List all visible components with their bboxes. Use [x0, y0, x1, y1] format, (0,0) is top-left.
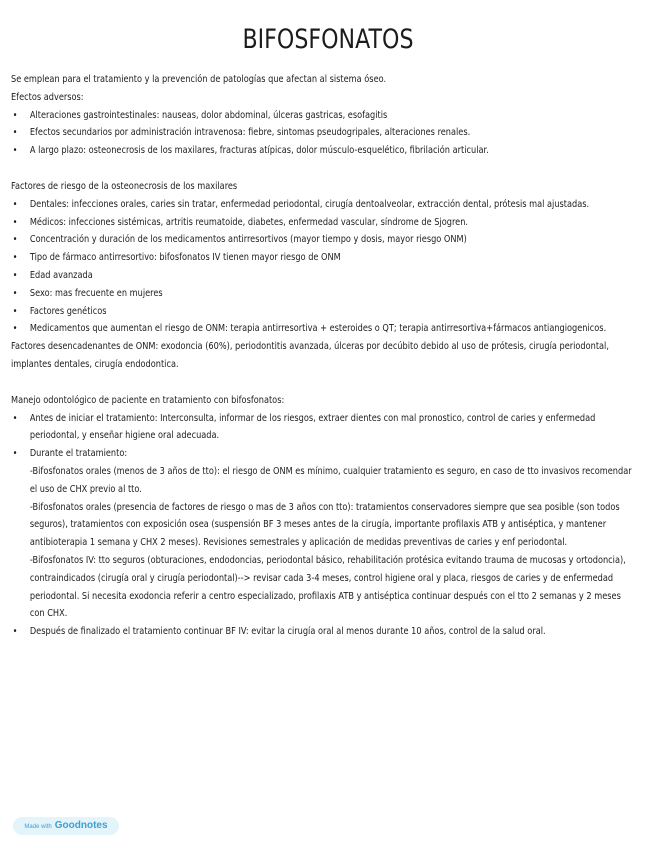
risk-heading: Factores de riesgo de la osteonecrosis de los maxilares — [11, 180, 238, 192]
list-item: • Tipo de fármaco antirresortivo: bifosfonatos IV tienen mayor riesgo de ONM — [11, 249, 634, 267]
bullet-icon: • — [12, 323, 18, 335]
oral-short-paragraph: -Bifosfonatos orales (menos de 3 años de tto): el riesgo de ONM es mínimo, cualquier tratamiento es seguro, en caso de tto invasivos recomendar el uso de CHX previo al tto. — [29, 465, 632, 495]
list-item: • Factores genéticos — [11, 303, 634, 321]
adverse-heading: Efectos adversos: — [11, 91, 84, 103]
list-item: • Medicamentos que aumentan el riesgo de ONM: terapia antirresortiva + esteroides o QT; terapia antirresortiva+fármacos antiangiogenicos. — [11, 320, 634, 338]
list-item: • Efectos secundarios por administración intravenosa: fiebre, sintomas pseudogripales, alteraciones renales. — [11, 124, 634, 142]
iv-paragraph: -Bifosfonatos IV: tto seguros (obturaciones, endodoncias, periodontal básico, rehabilitación protésica evitando trauma de mucosas y ortodoncia), contraindicados (cirugía oral y cirugía periodontal)--> revisar cada 3-4 meses, control higiene oral y placa, riesgos de caries y de enfermedad periodontal. Si necesita exodoncia referir a centro especializado, profilaxis ATB y antiséptica continuar después con el tto 2 semanas y 2 meses con CHX. — [29, 554, 626, 620]
note-body — [11, 71, 634, 641]
oral-risk-paragraph: -Bifosfonatos orales (presencia de factores de riesgo o mas de 3 años con tto): tratamientos conservadores siempre que sea posible (son todos seguros), tratamientos con exposición osea (suspensión BF 3 meses antes de la cirugía, importante profilaxis ATB y antiséptica, y mantener antibioterapia 1 semana y CHX 2 meses). Revisiones semestrales y aplicación de medidas preventivas de caries y enf periodontal. — [29, 501, 620, 549]
badge-prefix: Made with — [24, 824, 52, 830]
management-list — [11, 410, 634, 641]
intro-text: Se emplean para el tratamiento y la prevención de patologías que afectan al sistema óseo. — [11, 74, 387, 85]
management-heading: Manejo odontológico de paciente en tratamiento con bifosfonatos: — [11, 394, 285, 406]
during-details — [11, 463, 637, 623]
bullet-icon: • — [12, 145, 18, 157]
list-item: • Edad avanzada — [11, 267, 634, 285]
badge-brand: Goodnotes — [54, 820, 108, 831]
triggers-line-1: Factores desencadenantes de ONM: exodoncia (60%), periodontitis avanzada, úlceras por decúbito debido al uso de prótesis, cirugía periodontal, — [11, 341, 609, 353]
list-item: • Antes de iniciar el tratamiento: Interconsulta, informar de los riesgos, extraer dientes con mal pronostico, control de caries y enfermedad — [11, 410, 634, 428]
spacer — [11, 374, 634, 392]
risk-list — [11, 196, 634, 338]
list-item: • Alteraciones gastrointestinales: nauseas, dolor abdominal, úlceras gastricas, esofagitis — [11, 107, 634, 125]
adverse-list — [11, 107, 634, 160]
list-item: • Médicos: infecciones sistémicas, artritis reumatoide, diabetes, enfermedad vascular, síndrome de Sjogren. — [11, 214, 634, 232]
list-item: • Dentales: infecciones orales, caries sin tratar, enfermedad periodontal, cirugía dentoalveolar, extracción dental, prótesis mal ajustadas. — [11, 196, 634, 214]
list-item: • Después de finalizado el tratamiento continuar BF IV: evitar la cirugía oral al menos durante 10 años, control de la salud oral. — [11, 623, 634, 641]
list-item: • Sexo: mas frecuente en mujeres — [11, 285, 634, 303]
list-item: • A largo plazo: osteonecrosis de los maxilares, fracturas atípicas, dolor músculo-esquelético, fibrilación articular. — [11, 142, 634, 160]
bullet-icon: • — [12, 305, 18, 317]
page-title: BIFOSFONATOS — [242, 24, 414, 55]
list-item: • Durante el tratamiento: — [11, 445, 634, 463]
bullet-icon: • — [12, 287, 18, 299]
goodnotes-badge[interactable] — [13, 817, 119, 835]
spacer — [11, 160, 634, 178]
bullet-icon: • — [12, 216, 18, 228]
bullet-icon: • — [12, 626, 18, 638]
list-item-continuation: periodontal, y enseñar higiene oral adecuada. — [29, 430, 220, 442]
bullet-icon: • — [12, 412, 18, 424]
bullet-icon: • — [12, 448, 18, 460]
bullet-icon: • — [12, 109, 18, 121]
bullet-icon: • — [12, 269, 18, 281]
bullet-icon: • — [12, 127, 18, 139]
bullet-icon: • — [12, 252, 18, 264]
bullet-icon: • — [12, 198, 18, 210]
triggers-line-2: implantes dentales, cirugía endodontica. — [11, 358, 179, 370]
bullet-icon: • — [12, 234, 18, 246]
list-item: • Concentración y duración de los medicamentos antirresortivos (mayor tiempo y dosis, mayor riesgo ONM) — [11, 231, 634, 249]
